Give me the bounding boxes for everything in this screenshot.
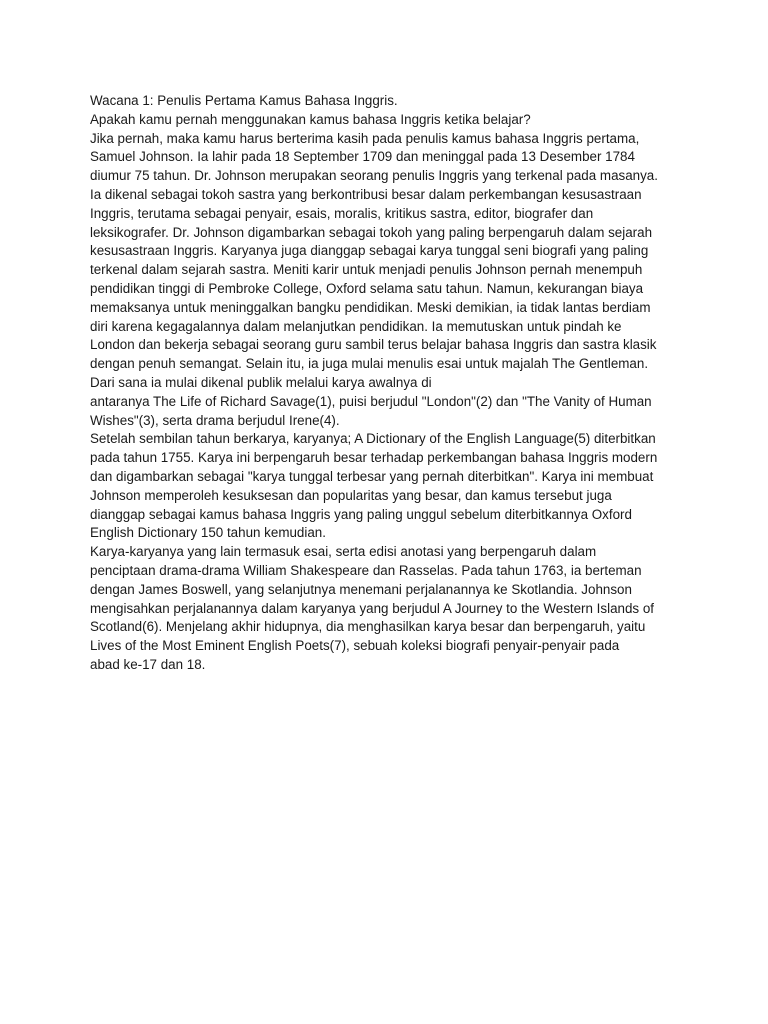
passage-line: English Dictionary 150 tahun kemudian. bbox=[90, 525, 326, 541]
passage-line: penciptaan drama-drama William Shakespeare dan Rasselas. Pada tahun 1763, ia berteman bbox=[90, 562, 642, 578]
passage-line: memaksanya untuk meninggalkan bangku pendidikan. Meski demikian, ia tidak lantas berdiam bbox=[90, 299, 651, 315]
passage-line: dan digambarkan sebagai "karya tunggal terbesar yang pernah diterbitkan". Karya ini membuat bbox=[90, 468, 654, 484]
passage-line: mengisahkan perjalanannya dalam karyanya yang berjudul A Journey to the Western Islands of bbox=[90, 600, 654, 616]
passage-line: Inggris, terutama sebagai penyair, esais, moralis, kritikus sastra, editor, biografer dan bbox=[90, 205, 594, 221]
passage-line: dengan James Boswell, yang selanjutnya menemani perjalanannya ke Skotlandia. Johnson bbox=[90, 581, 632, 597]
passage-line: diri karena kegagalannya dalam melanjutkan pendidikan. Ia memutuskan untuk pindah ke bbox=[90, 318, 622, 334]
passage-line: dianggap sebagai kamus bahasa Inggris yang paling unggul sebelum diterbitkannya Oxford bbox=[90, 506, 632, 522]
passage-line: dengan penuh semangat. Selain itu, ia juga mulai menulis esai untuk majalah The Gentleman. bbox=[90, 356, 649, 372]
passage-line: leksikografer. Dr. Johnson digambarkan sebagai tokoh yang paling berpengaruh dalam sejarah bbox=[90, 224, 653, 240]
passage-line: Samuel Johnson. Ia lahir pada 18 September 1709 dan meninggal pada 13 Desember 1784 bbox=[90, 149, 635, 165]
passage-line: kesusastraan Inggris. Karyanya juga dianggap sebagai karya tunggal seni biografi yang paling bbox=[90, 243, 649, 259]
passage-line: Dari sana ia mulai dikenal publik melalui karya awalnya di bbox=[90, 374, 432, 390]
passage-line: Setelah sembilan tahun berkarya, karyanya; A Dictionary of the English Language(5) diterbitkan bbox=[90, 431, 656, 447]
passage-line: Lives of the Most Eminent English Poets(7), sebuah koleksi biografi penyair-penyair pada bbox=[90, 638, 620, 654]
reading-passage bbox=[90, 92, 690, 675]
passage-line: Jika pernah, maka kamu harus berterima kasih pada penulis kamus bahasa Inggris pertama, bbox=[90, 130, 640, 146]
passage-line: abad ke-17 dan 18. bbox=[90, 656, 206, 672]
passage-line: Apakah kamu pernah menggunakan kamus bahasa Inggris ketika belajar? bbox=[90, 111, 531, 127]
passage-line: pada tahun 1755. Karya ini berpengaruh besar terhadap perkembangan bahasa Inggris modern bbox=[90, 450, 658, 466]
passage-line: antaranya The Life of Richard Savage(1), puisi berjudul "London"(2) dan "The Vanity of Human bbox=[90, 393, 652, 409]
passage-line: diumur 75 tahun. Dr. Johnson merupakan seorang penulis Inggris yang terkenal pada masanya. bbox=[90, 168, 658, 184]
passage-line: terkenal dalam sejarah sastra. Meniti karir untuk menjadi penulis Johnson pernah menempuh bbox=[90, 262, 643, 278]
passage-line: Johnson memperoleh kesuksesan dan popularitas yang besar, dan kamus tersebut juga bbox=[90, 487, 612, 503]
passage-title: Wacana 1: Penulis Pertama Kamus Bahasa Inggris. bbox=[90, 93, 398, 108]
passage-line: Karya-karyanya yang lain termasuk esai, serta edisi anotasi yang berpengaruh dalam bbox=[90, 544, 597, 560]
passage-line: pendidikan tinggi di Pembroke College, Oxford selama satu tahun. Namun, kekurangan biaya bbox=[90, 280, 644, 296]
passage-line: Ia dikenal sebagai tokoh sastra yang berkontribusi besar dalam perkembangan kesusastraan bbox=[90, 186, 642, 202]
passage-line: Scotland(6). Menjelang akhir hidupnya, dia menghasilkan karya besar dan berpengaruh, yaitu bbox=[90, 619, 646, 635]
passage-line: Wishes"(3), serta drama berjudul Irene(4). bbox=[90, 412, 340, 428]
passage-line: London dan bekerja sebagai seorang guru sambil terus belajar bahasa Inggris dan sastra klasik bbox=[90, 337, 657, 353]
